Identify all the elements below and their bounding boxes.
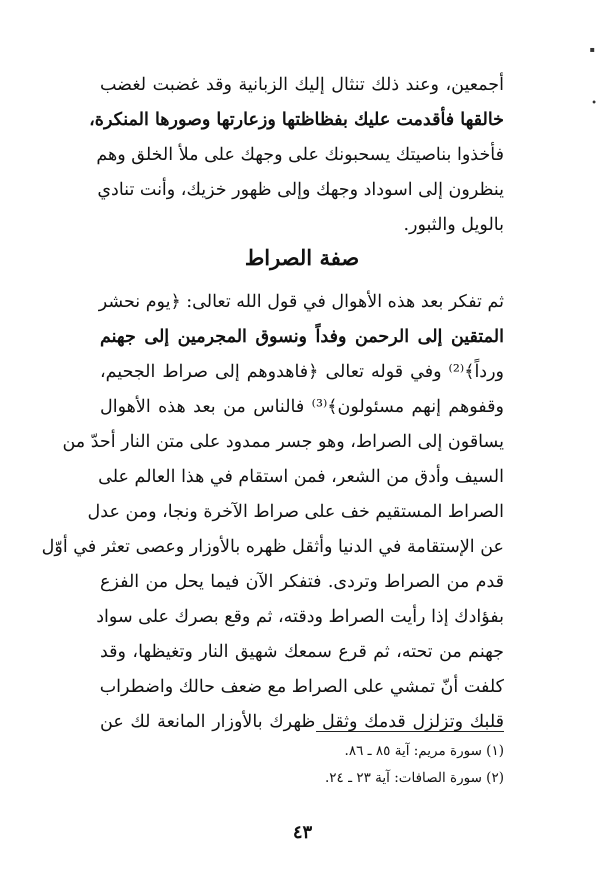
section-title: صفة الصراط xyxy=(244,245,360,270)
paragraph-line: خالقها فأقدمت عليك بفظاظتها وزعارتها وصورها المنكرة، xyxy=(89,110,504,130)
margin-mark: ▪ xyxy=(589,45,595,54)
footnote-1: (١) سورة مريم: آية ٨٥ ـ ٨٦. xyxy=(344,743,504,759)
paragraph-line: بفؤادك إذا رأيت الصراط ودقته، ثم وقع بصرك على سواد xyxy=(96,607,504,627)
paragraph-line: المتقين إلى الرحمن وفداً ونسوق المجرمين إلى جهنم xyxy=(100,327,504,347)
paragraph-1 xyxy=(89,68,504,243)
footnotes xyxy=(250,738,504,792)
page-number: ٤٣ xyxy=(292,822,313,843)
footnote-divider xyxy=(316,731,504,732)
paragraph-line: أجمعين، وعند ذلك تنثال إليك الزبانية وقد غضبت لغضب xyxy=(100,75,504,95)
paragraph-line: ينظرون إلى اسوداد وجهك وإلى ظهور خزيك، وأنت تنادي xyxy=(97,180,504,200)
paragraph-line: عن الإستقامة في الدنيا وأثقل ظهره بالأوزار وعصى تعثر في أوّل xyxy=(41,537,504,557)
paragraph-line: كلفت أنّ تمشي على الصراط مع ضعف حالك واضطراب xyxy=(99,677,504,697)
paragraph-line: السيف وأدق من الشعر، فمن استقام في هذا العالم على xyxy=(98,467,504,487)
paragraph-line: جهنم من تحته، ثم قرع سمعك شهيق النار وتغيظها، وقد xyxy=(100,642,504,662)
paragraph-line: بالويل والثبور. xyxy=(403,215,504,235)
paragraph-line: فأخذوا بناصيتك يسحبونك على وجهك على ملأ الخلق وهم xyxy=(96,145,504,165)
paragraph-line: الصراط المستقيم خف على صراط الآخرة ونجا، ومن عدل xyxy=(87,502,504,522)
margin-dot: • xyxy=(591,98,597,109)
paragraph-line: قلبك وتزلزل قدمك وثقل ظهرك بالأوزار المانعة لك عن xyxy=(100,712,504,732)
paragraph-2 xyxy=(41,285,504,740)
footnote-2: (٢) سورة الصافات: آية ٢٣ ـ ٢٤. xyxy=(325,770,504,786)
paragraph-line: يساقون إلى الصراط، وهو جسر ممدود على متن النار أحدّ من xyxy=(62,432,504,452)
paragraph-line: ورداً﴾⁽²⁾ وفي قوله تعالى ﴿فاهدوهم إلى صراط الجحيم، xyxy=(100,362,504,382)
paragraph-line: ثم تفكر بعد هذه الأهوال في قول الله تعالى: ﴿يوم نحشر xyxy=(98,292,504,312)
paragraph-line: وقفوهم إنهم مسئولون﴾⁽³⁾ فالناس من بعد هذه الأهوال xyxy=(100,397,504,417)
paragraph-line: قدم من الصراط وتردى. فتفكر الآن فيما يحل من الفزع xyxy=(100,572,504,592)
